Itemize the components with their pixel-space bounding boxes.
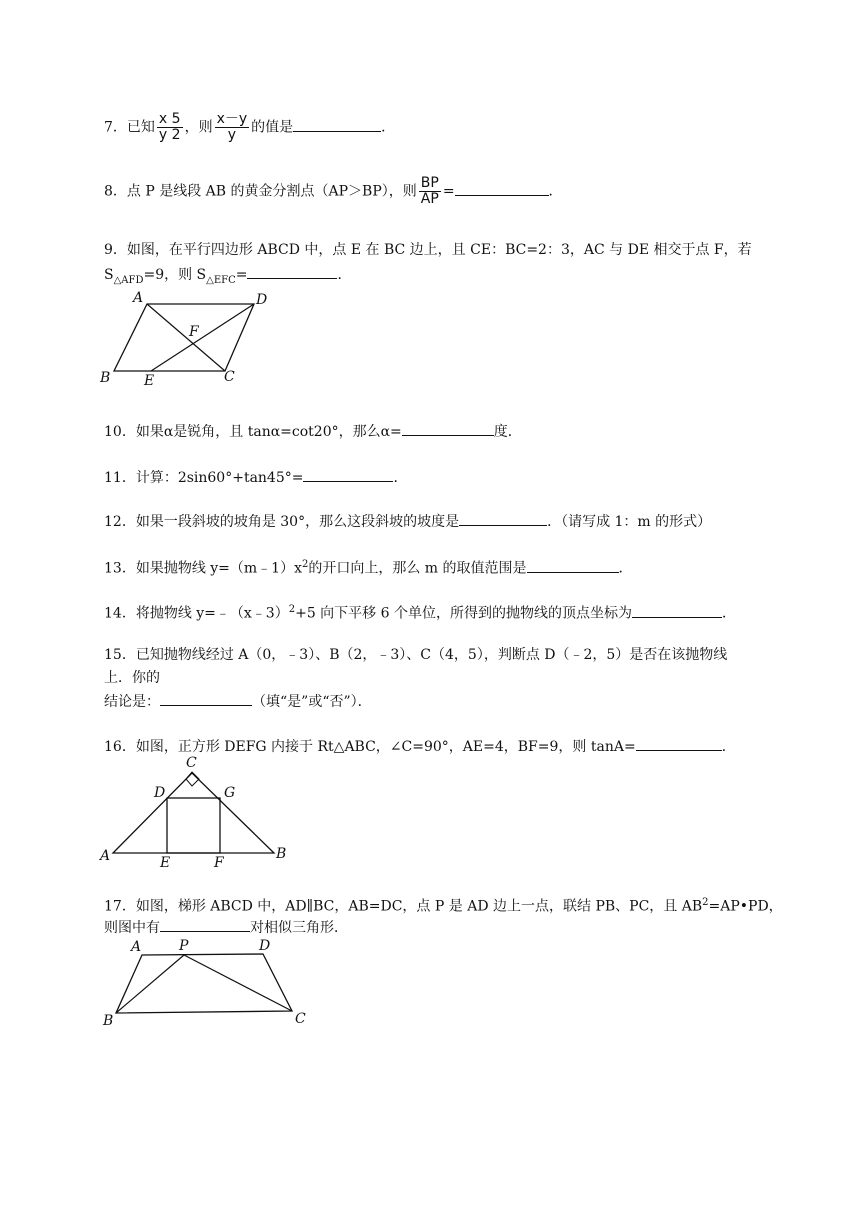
q13-sup: 2 xyxy=(301,559,309,570)
q10-text: 10．如果α是锐角，且 tanα=cot20°，那么α= xyxy=(104,424,402,440)
q17-line2a: 则图中有 xyxy=(104,920,160,936)
label-E: E xyxy=(144,373,155,389)
q17-line1b: =AP•PD， xyxy=(708,898,783,915)
segment-pc xyxy=(184,955,292,1011)
q8-frac-den: AP xyxy=(420,191,439,207)
q7-frac1-den: y 2 xyxy=(158,127,181,143)
label-B: B xyxy=(100,370,111,386)
q12-text: 12．如果一段斜坡的坡角是 30°，那么这段斜坡的坡度是 xyxy=(104,514,460,530)
label-G: G xyxy=(224,785,236,801)
q11-end: ． xyxy=(393,470,408,486)
q17-line2b: 对相似三角形． xyxy=(250,920,348,936)
q13-text-a: 13．如果抛物线 y=（m﹣1）x xyxy=(104,560,302,577)
q7-frac2-num: x－y xyxy=(216,111,248,127)
q10-end: 度． xyxy=(493,424,522,440)
q8-end: ． xyxy=(548,183,563,200)
q11-text: 11．计算：2sin60°+tan45°= xyxy=(104,470,304,486)
q7-frac2-den: y xyxy=(227,127,237,143)
q9-eq: = xyxy=(235,267,248,283)
q9-s1-sub: △AFD xyxy=(113,274,144,286)
q14-text-b: +5 向下平移 6 个单位，所得到的抛物线的顶点坐标为 xyxy=(295,605,632,622)
label-F: F xyxy=(189,324,199,340)
q9-line1: 9．如图，在平行四边形 ABCD 中，点 E 在 BC 边上，且 CE：BC=2：3，AC 与 DE 相交于点 F，若 xyxy=(104,242,752,258)
q8-frac-num: BP xyxy=(420,175,439,191)
q9-s1: S xyxy=(104,267,114,283)
trapezoid-abcd xyxy=(116,954,292,1013)
q14-text-a: 14．将抛物线 y=﹣（x﹣3） xyxy=(104,605,289,622)
q7-text-a: 7．已知 xyxy=(104,119,155,136)
q15-line3b: （填“是”或“否”）． xyxy=(252,694,372,710)
q13-text-b: 的开口向上，那么 m 的取值范围是 xyxy=(308,560,527,577)
label-B: B xyxy=(276,846,287,862)
q7-end: ． xyxy=(381,119,396,136)
label-A: A xyxy=(133,290,144,306)
q9-mid: =9，则 S xyxy=(143,267,207,283)
label-D: D xyxy=(256,292,268,308)
segment-pb xyxy=(116,955,184,1013)
q9-s2-sub: △EFC xyxy=(206,274,236,286)
label-D: D xyxy=(259,938,271,954)
label-A: A xyxy=(131,939,142,955)
q8-text-a: 8．点 P 是线段 AB 的黄金分割点（AP＞BP），则 xyxy=(104,183,417,200)
label-D: D xyxy=(154,785,166,801)
q17-line1a: 17．如图，梯形 ABCD 中，AD∥BC，AB=DC，点 P 是 AD 边上一点，联结 PB、PC，且 AB xyxy=(104,898,703,915)
q7-frac1-num: x 5 xyxy=(158,111,181,127)
q16-end: ． xyxy=(721,739,736,755)
q14-end: ． xyxy=(722,605,736,622)
label-A: A xyxy=(100,848,111,864)
q9-end: ． xyxy=(337,267,352,283)
q15-line3a: 结论是： xyxy=(104,694,160,710)
q12-end: ．（请写成 1：m 的形式） xyxy=(547,514,712,530)
q15-line1: 15．已知抛物线经过 A（0，﹣3）、B（2，﹣3）、C（4，5），判断点 D（﹣2，5）是否在该抛物线 xyxy=(104,647,728,663)
label-P: P xyxy=(179,938,189,954)
label-C: C xyxy=(295,1011,306,1027)
q7-text-b: ，则 xyxy=(184,119,213,136)
q8-text-b: = xyxy=(442,183,455,200)
label-F: F xyxy=(214,855,224,871)
q13-end: ． xyxy=(618,560,633,577)
q17-sup: 2 xyxy=(702,897,709,908)
label-C: C xyxy=(224,369,235,385)
q16-text: 16．如图，正方形 DEFG 内接于 Rt△ABC，∠C=90°，AE=4，BF=9，则 tanA= xyxy=(104,739,636,755)
label-B: B xyxy=(103,1013,114,1029)
q7-text-c: 的值是 xyxy=(251,119,294,136)
label-E: E xyxy=(160,855,171,871)
q14-sup: 2 xyxy=(288,604,296,615)
q15-line2: 上．你的 xyxy=(104,670,160,686)
label-C: C xyxy=(186,755,197,771)
